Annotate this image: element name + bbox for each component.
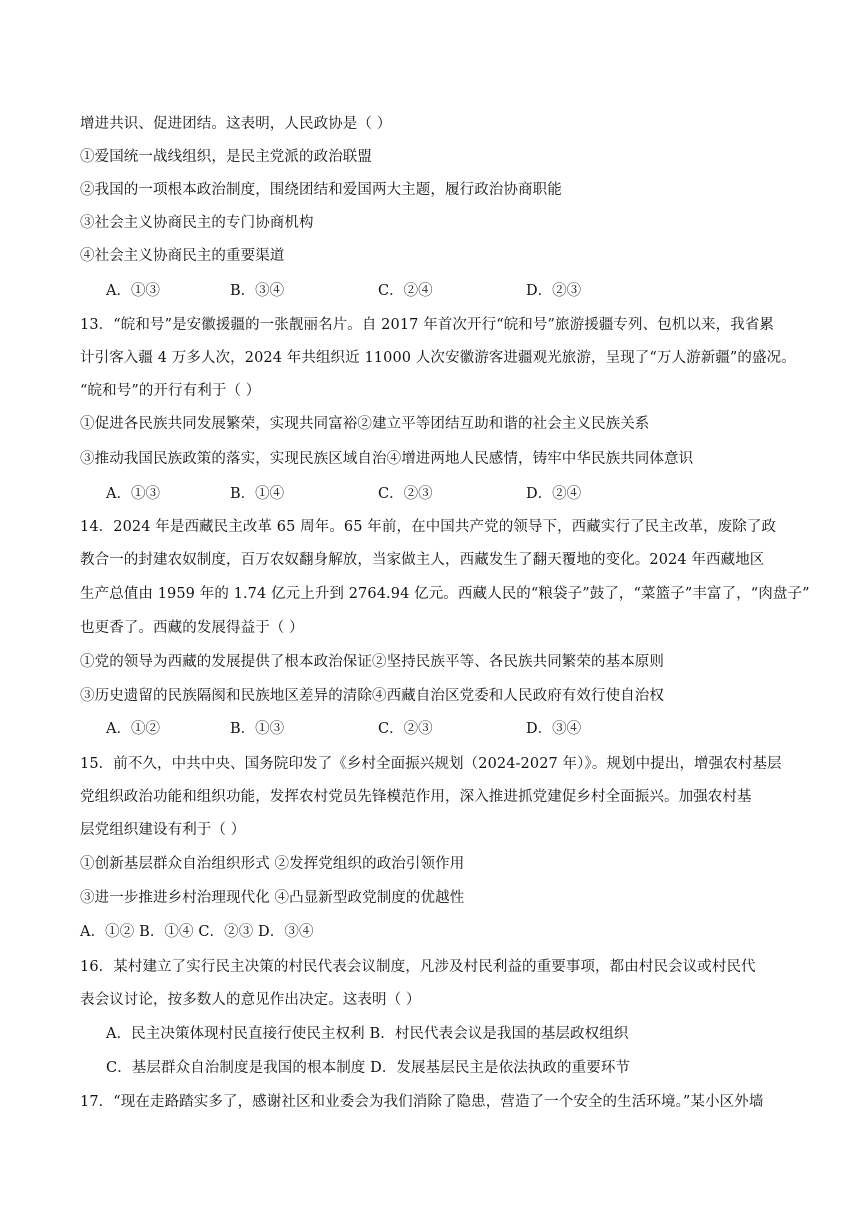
q14-option-c[interactable]: C．②③ [378,721,433,737]
q14-item-1: ①党的领导为西藏的发展提供了根本政治保证②坚持民族平等、各民族共同繁荣的基本原则 [80,654,664,670]
q16-options-line-1: A．民主决策体现村民直接行使民主权利 B．村民代表会议是我国的基层政权组织 [106,1026,629,1042]
q13-option-c[interactable]: C．②③ [378,486,433,502]
q12-item-3: ③社会主义协商民主的专门协商机构 [80,215,314,231]
q13-item-1: ①促进各民族共同发展繁荣，实现共同富裕②建立平等团结互助和谐的社会主义民族关系 [80,416,650,432]
q16-options-line-2: C．基层群众自治制度是我国的根本制度 D．发展基层民主是依法执政的重要环节 [106,1060,631,1076]
q12-stem-tail: 增进共识、促进团结。这表明，人民政协是（ ） [80,116,392,132]
q12-option-d[interactable]: D．②③ [526,283,582,299]
q12-item-1: ①爱国统一战线组织，是民主党派的政治联盟 [80,149,372,165]
q17-stem-head: 17．“现在走路踏实多了，感谢社区和业委会为我们消除了隐患，营造了一个安全的生活环境。”某小区外墙 [80,1094,764,1110]
q12-option-c[interactable]: C．②④ [378,283,433,299]
q15-options: A．①② B．①④ C．②③ D．③④ [80,924,314,940]
q13-item-2: ③推动我国民族政策的落实，实现民族区域自治④增进两地人民感情，铸牢中华民族共同体意识 [80,451,694,467]
q12-item-2: ②我国的一项根本政治制度，围绕团结和爱国两大主题，履行政治协商职能 [80,182,562,198]
q14-stem-line-1: 14．2024 年是西藏民主改革 65 周年。65 年前，在中国共产党的领导下，西藏实行了民主改革，废除了政 [80,519,777,535]
q14-option-d[interactable]: D．③④ [526,721,582,737]
q13-option-d[interactable]: D．②④ [526,486,582,502]
q12-item-4: ④社会主义协商民主的重要渠道 [80,248,285,264]
q12-option-b[interactable]: B．③④ [230,283,285,299]
q14-option-b[interactable]: B．①③ [230,721,285,737]
q16-stem-line-1: 16．某村建立了实行民主决策的村民代表会议制度，凡涉及村民利益的重要事项，都由村民会议或村民代 [80,959,756,975]
q14-item-2: ③历史遗留的民族隔阂和民族地区差异的清除④西藏自治区党委和人民政府有效行使自治权 [80,688,664,704]
q13-stem-line-1: 13．“皖和号”是安徽援疆的一张靓丽名片。自 2017 年首次开行“皖和号”旅游援疆专列、包机以来，我省累 [80,317,775,333]
q13-stem-line-3: “皖和号”的开行有利于（ ） [80,383,261,399]
q15-stem-line-1: 15．前不久，中共中央、国务院印发了《乡村全面振兴规划（2024-2027 年）》。规划中提出，增强农村基层 [80,756,782,772]
q15-stem-line-3: 层党组织建设有利于（ ） [80,822,246,838]
q13-option-b[interactable]: B．①④ [230,486,285,502]
q13-option-a[interactable]: A．①③ [106,486,160,502]
q14-stem-line-2: 教合一的封建农奴制度，百万农奴翻身解放，当家做主人，西藏发生了翻天覆地的变化。2024 年西藏地区 [80,552,765,568]
q12-option-a[interactable]: A．①③ [106,283,160,299]
q14-stem-line-3: 生产总值由 1959 年的 1.74 亿元上升到 2764.94 亿元。西藏人民的“粮袋子”鼓了，“菜篮子”丰富了，“肉盘子” [80,586,810,602]
q15-stem-line-2: 党组织政治功能和组织功能，发挥农村党员先锋模范作用，深入推进抓党建促乡村全面振兴。加强农村基 [80,789,752,805]
q16-stem-line-2: 表会议讨论，按多数人的意见作出决定。这表明（ ） [80,992,421,1008]
q14-stem-line-4: 也更香了。西藏的发展得益于（ ） [80,620,304,636]
q14-option-a[interactable]: A．①② [106,721,160,737]
q15-item-1: ①创新基层群众自治组织形式 ②发挥党组织的政治引领作用 [80,856,465,872]
q13-stem-line-2: 计引客入疆 4 万多人次，2024 年共组织近 11000 人次安徽游客进疆观光旅游，呈现了“万人游新疆”的盛况。 [80,350,796,366]
q15-item-2: ③进一步推进乡村治理现代化 ④凸显新型政党制度的优越性 [80,890,465,906]
